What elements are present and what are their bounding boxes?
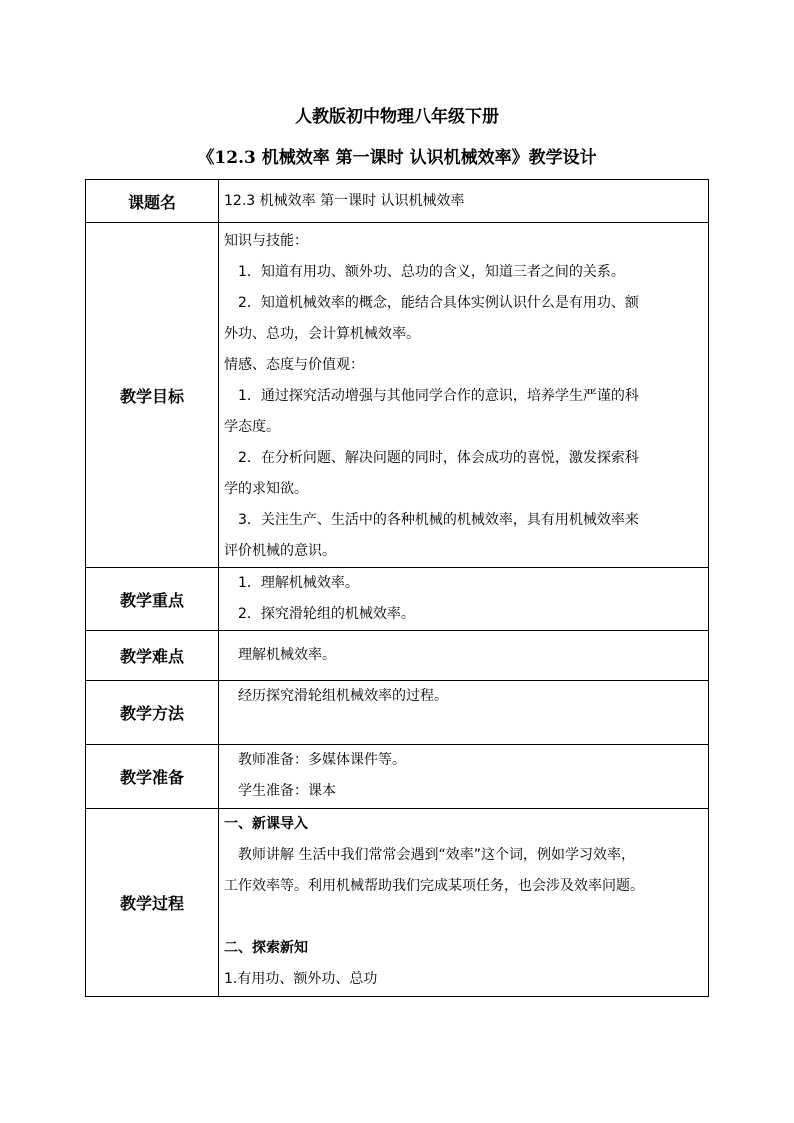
table-row-difficulties — [86, 631, 709, 681]
table-row-key-points — [86, 568, 709, 631]
process-section1-line: 教师讲解 生活中我们常常会遇到“效率”这个词，例如学习效率， — [238, 847, 635, 863]
objectives-line: 知识与技能： — [224, 233, 308, 249]
process-section2-heading: 二、探索新知 — [224, 940, 308, 956]
process-section2-item: 1.有用功、额外功、总功 — [224, 971, 378, 987]
process-label: 教学过程 — [86, 809, 219, 997]
key-points-label: 教学重点 — [86, 568, 219, 631]
objectives-line: 情感、态度与价值观： — [224, 357, 364, 373]
table-row-methods — [86, 681, 709, 745]
objectives-cell — [219, 223, 709, 568]
key-points-line: 1．理解机械效率。 — [238, 575, 359, 591]
document-title: 人教版初中物理八年级下册 — [295, 107, 499, 127]
preparation-line: 学生准备：课本 — [238, 783, 336, 799]
objectives-line: 1．通过探究活动增强与其他同学合作的意识，培养学生严谨的科 — [238, 388, 639, 404]
objectives-line: 学的求知欲。 — [224, 481, 308, 497]
objectives-line: 3．关注生产、生活中的各种机械的机械效率，具有用机械效率来 — [238, 512, 639, 528]
table-row-process — [86, 809, 709, 997]
table-row-topic — [86, 180, 709, 223]
topic-label: 课题名 — [86, 180, 219, 223]
preparation-line: 教师准备：多媒体课件等。 — [238, 752, 406, 768]
preparation-cell — [219, 745, 709, 809]
table-row-objectives — [86, 223, 709, 568]
lesson-plan-table — [85, 179, 709, 997]
key-points-cell — [219, 568, 709, 631]
objectives-line: 2．知道机械效率的概念，能结合具体实例认识什么是有用功、额 — [238, 295, 639, 311]
difficulties-value: 理解机械效率。 — [238, 647, 336, 663]
objectives-line: 外功、总功，会计算机械效率。 — [224, 326, 420, 342]
objectives-line: 2．在分析问题、解决问题的同时，体会成功的喜悦，激发探索科 — [238, 450, 639, 466]
process-section1-line: 工作效率等。利用机械帮助我们完成某项任务，也会涉及效率问题。 — [224, 878, 644, 894]
objectives-label: 教学目标 — [86, 223, 219, 568]
topic-value: 12.3 机械效率 第一课时 认识机械效率 — [224, 192, 465, 209]
table-row-preparation — [86, 745, 709, 809]
methods-label: 教学方法 — [86, 681, 219, 745]
process-cell — [219, 809, 709, 997]
topic-value-cell — [219, 180, 709, 223]
objectives-line: 评价机械的意识。 — [224, 543, 336, 559]
methods-value: 经历探究滑轮组机械效率的过程。 — [238, 688, 448, 704]
key-points-line: 2．探究滑轮组的机械效率。 — [238, 606, 415, 622]
objectives-line: 学态度。 — [224, 419, 280, 435]
methods-cell — [219, 681, 709, 745]
preparation-label: 教学准备 — [86, 745, 219, 809]
document-subtitle: 《12.3 机械效率 第一课时 认识机械效率》教学设计 — [197, 148, 597, 168]
difficulties-cell — [219, 631, 709, 681]
objectives-line: 1．知道有用功、额外功、总功的含义，知道三者之间的关系。 — [238, 264, 625, 280]
paragraph-spacer — [224, 902, 704, 933]
difficulties-label: 教学难点 — [86, 631, 219, 681]
process-section1-heading: 一、新课导入 — [224, 816, 308, 832]
